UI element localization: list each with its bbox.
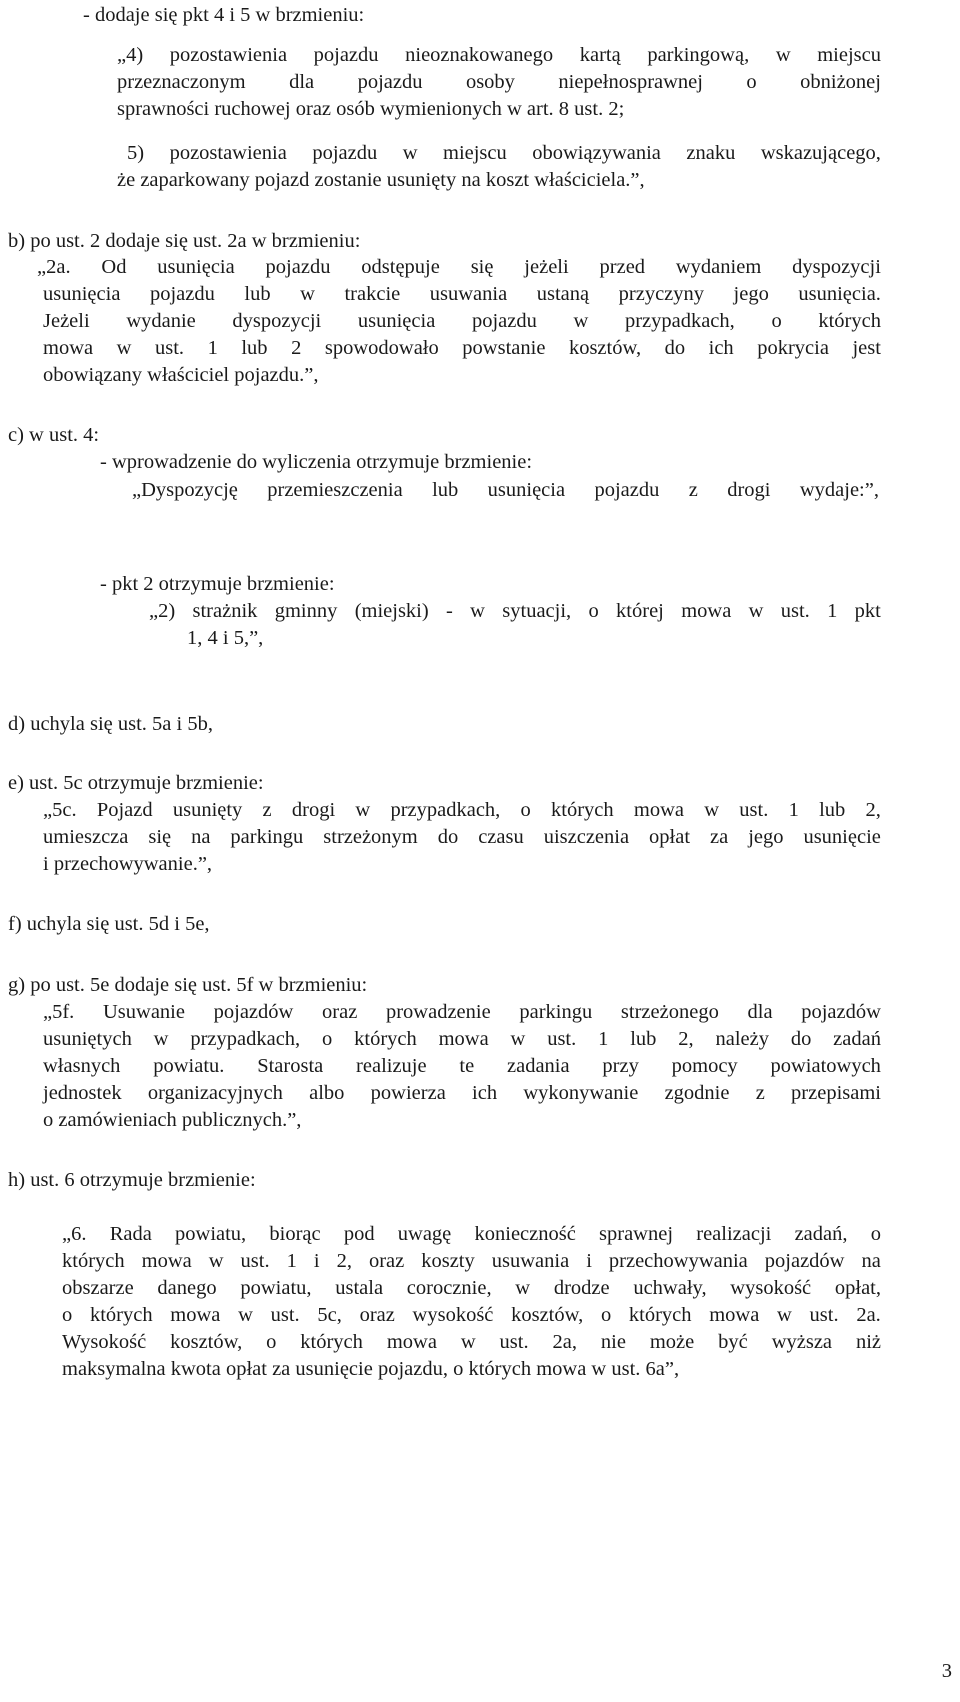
word: może	[649, 1331, 695, 1353]
word: usuwania	[491, 1250, 570, 1272]
g-line-2	[43, 1026, 881, 1052]
word: 2,	[678, 1028, 694, 1050]
word: o	[870, 1223, 881, 1245]
word: których	[551, 799, 614, 821]
word: i	[313, 1250, 320, 1272]
word: 2a,	[552, 1331, 577, 1353]
word: usunięty	[172, 799, 243, 821]
word: pozostawienia	[169, 142, 287, 164]
word: w	[515, 1277, 531, 1299]
word: ich	[472, 1082, 498, 1104]
word: uchwały,	[633, 1277, 707, 1299]
word: ust.	[154, 337, 185, 359]
word: parkingu	[230, 826, 304, 848]
word: ust.	[809, 1304, 839, 1326]
intro-line: - dodaje się pkt 4 i 5 w brzmieniu:	[83, 4, 365, 26]
e-line-2	[43, 824, 881, 850]
word: w	[748, 600, 764, 622]
word: sytuacji,	[502, 600, 572, 622]
word: pkt	[854, 600, 881, 622]
word: w	[238, 1304, 253, 1326]
word: drogi	[727, 479, 771, 501]
word: „2a.	[37, 256, 71, 278]
word: obowiązywania	[532, 142, 661, 164]
word: miejscu	[443, 142, 507, 164]
word: mowa	[681, 600, 732, 622]
word: do	[664, 337, 686, 359]
word: powiatu,	[175, 1223, 247, 1245]
word: umieszcza	[43, 826, 129, 848]
word: danego	[157, 1277, 217, 1299]
p4-line-1	[117, 42, 881, 68]
word: których	[300, 1331, 363, 1353]
word: mowa	[709, 1304, 760, 1326]
word: Wysokość	[62, 1331, 147, 1353]
word: ust.	[499, 1331, 529, 1353]
word: pojazdu	[312, 142, 378, 164]
word: na	[191, 826, 211, 848]
word: w	[355, 799, 371, 821]
word: usunięcia	[43, 283, 121, 305]
word: których	[354, 1028, 417, 1050]
word: własnych	[43, 1055, 121, 1077]
word: lub	[819, 799, 846, 821]
g-line-1	[43, 999, 881, 1025]
h-line-6: maksymalna kwota opłat za usunięcie pojazdu, o których mowa w ust. 6a”,	[62, 1358, 680, 1380]
word: jego	[748, 826, 784, 848]
word: oraz	[368, 1250, 405, 1272]
word: ustala	[335, 1277, 384, 1299]
word: 2,	[865, 799, 881, 821]
word: obniżonej	[800, 71, 881, 93]
word: trakcie	[344, 283, 401, 305]
word: „5f.	[43, 1001, 75, 1023]
word: ust.	[547, 1028, 577, 1050]
c-heading: c) w ust. 4:	[8, 424, 100, 446]
word: sprawnej	[599, 1223, 674, 1245]
word: zadań	[833, 1028, 881, 1050]
word: przypadkach,	[190, 1028, 301, 1050]
word: w	[460, 1331, 476, 1353]
e-line-3: i przechowywanie.”,	[43, 853, 213, 875]
word: odstępuje	[361, 256, 440, 278]
word: kartą	[579, 44, 621, 66]
word: powierza	[370, 1082, 446, 1104]
word: jest	[852, 337, 881, 359]
word: o	[322, 1028, 333, 1050]
word: wysokość	[730, 1277, 812, 1299]
word: powstanie	[462, 337, 546, 359]
word: do	[437, 826, 459, 848]
word: 1	[286, 1250, 297, 1272]
g-line-3	[43, 1053, 881, 1079]
h-line-3	[62, 1275, 881, 1301]
word: z	[755, 1082, 765, 1104]
word: strażnik	[192, 600, 258, 622]
d-line: d) uchyla się ust. 5a i 5b,	[8, 713, 213, 735]
word: przypadkach,	[624, 310, 735, 332]
word: gminny	[274, 600, 338, 622]
word: „2)	[149, 600, 176, 622]
word: „5c.	[43, 799, 77, 821]
word: których	[628, 1304, 692, 1326]
word: której	[616, 600, 664, 622]
word: mowa	[141, 1250, 192, 1272]
word: usuniętych	[43, 1028, 132, 1050]
word: w	[573, 310, 589, 332]
word: koszty	[421, 1250, 475, 1272]
word: pojazdu	[149, 283, 215, 305]
word: uwagę	[397, 1223, 452, 1245]
g-line-4	[43, 1080, 881, 1106]
word: 1	[207, 337, 218, 359]
p5-line-1	[127, 140, 881, 166]
word: o	[266, 1331, 277, 1353]
h-line-2	[62, 1248, 881, 1274]
b-line-3	[43, 308, 881, 334]
word: Rada	[109, 1223, 152, 1245]
word: wyższa	[771, 1331, 833, 1353]
word: powiatowych	[770, 1055, 881, 1077]
word: lub	[241, 337, 268, 359]
word: drodze	[553, 1277, 610, 1299]
word: (miejski)	[354, 600, 429, 622]
word: znaku	[686, 142, 736, 164]
word: przepisami	[791, 1082, 881, 1104]
word: ust.	[270, 1304, 300, 1326]
b-line-2	[43, 281, 881, 307]
b-line-5: obowiązany właściciel pojazdu.”,	[43, 364, 319, 386]
word: lub	[244, 283, 271, 305]
word: przy	[602, 1055, 639, 1077]
word: których	[818, 310, 881, 332]
word: wskazującego,	[760, 142, 881, 164]
word: oraz	[359, 1304, 395, 1326]
page-number: 3	[941, 1660, 952, 1682]
word: 1	[598, 1028, 609, 1050]
b-line-1	[37, 254, 881, 280]
word: dla	[289, 71, 315, 93]
word: pokrycia	[757, 337, 829, 359]
word: usuwania	[429, 283, 508, 305]
word: parkingową,	[647, 44, 750, 66]
h-line-4	[62, 1302, 881, 1328]
word: opłat,	[834, 1277, 881, 1299]
word: realizacji	[696, 1223, 772, 1245]
word: nieoznakowanego	[405, 44, 554, 66]
word: dyspozycji	[792, 256, 881, 278]
h-line-5	[62, 1329, 881, 1355]
word: prowadzenie	[385, 1001, 491, 1023]
word: w	[777, 1304, 792, 1326]
word: drogi	[291, 799, 336, 821]
word: pojazdów	[801, 1001, 881, 1023]
word: Jeżeli	[43, 310, 90, 332]
word: ust.	[739, 799, 769, 821]
word: przechowywania	[608, 1250, 748, 1272]
word: pozostawienia	[169, 44, 288, 66]
word: lub	[630, 1028, 657, 1050]
word: strzeżonego	[620, 1001, 719, 1023]
word: o	[520, 799, 531, 821]
word: za	[710, 826, 729, 848]
word: niż	[855, 1331, 881, 1353]
word: jeżeli	[524, 256, 569, 278]
word: mowa	[438, 1028, 489, 1050]
word: spowodowało	[324, 337, 439, 359]
word: pojazdów	[213, 1001, 294, 1023]
word: te	[459, 1055, 475, 1077]
word: o	[588, 600, 599, 622]
word: powiatu.	[153, 1055, 225, 1077]
word: „Dyspozycję	[132, 479, 238, 501]
word: wydaniem	[675, 256, 762, 278]
word: realizuje	[356, 1055, 427, 1077]
word: parkingu	[519, 1001, 593, 1023]
word: o	[62, 1304, 73, 1326]
word: pojazdu	[471, 310, 537, 332]
word: organizacyjnych	[147, 1082, 283, 1104]
word: przyczyny	[618, 283, 705, 305]
word: 1	[827, 600, 838, 622]
word: o	[771, 310, 782, 332]
word: powiatu,	[240, 1277, 312, 1299]
word: usunięcia	[357, 310, 436, 332]
word: jego	[733, 283, 769, 305]
word: 2	[291, 337, 302, 359]
word: kosztów,	[568, 337, 642, 359]
word: i	[586, 1250, 592, 1272]
c-intro: - wprowadzenie do wyliczenia otrzymuje brzmienie:	[100, 451, 533, 473]
word: o	[746, 71, 757, 93]
word: zgodnie	[664, 1082, 730, 1104]
word: się	[148, 826, 172, 848]
word: ust.	[240, 1250, 270, 1272]
word: dla	[747, 1001, 773, 1023]
word: „6.	[62, 1223, 87, 1245]
word: kosztów,	[170, 1331, 243, 1353]
c-quote	[132, 477, 879, 503]
c-pkt-heading: - pkt 2 otrzymuje brzmienie:	[100, 573, 335, 595]
c-pkt-line-2: 1, 4 i 5,”,	[187, 627, 264, 649]
h-heading: h) ust. 6 otrzymuje brzmienie:	[8, 1169, 256, 1191]
word: pojazdów	[764, 1250, 845, 1272]
word: corocznie,	[406, 1277, 492, 1299]
word: pojazdu	[265, 256, 331, 278]
word: pojazdu	[313, 44, 379, 66]
p4-line-2	[117, 69, 881, 95]
word: Starosta	[257, 1055, 324, 1077]
word: zadania	[507, 1055, 570, 1077]
word: dyspozycji	[232, 310, 322, 332]
word: „4)	[117, 44, 144, 66]
word: usunięcia	[487, 479, 566, 501]
word: usunięcie	[803, 826, 881, 848]
word: pomocy	[671, 1055, 738, 1077]
word: mowa	[43, 337, 94, 359]
word: być	[718, 1331, 748, 1353]
g-heading: g) po ust. 5e dodaje się ust. 5f w brzmieniu:	[8, 974, 368, 996]
word: Pojazd	[96, 799, 153, 821]
word: zadań,	[794, 1223, 848, 1245]
word: wysokość	[412, 1304, 494, 1326]
p5-line-2: że zaparkowany pojazd zostanie usunięty na koszt właściciela.”,	[117, 169, 645, 191]
h-line-1	[62, 1221, 881, 1247]
word: należy	[715, 1028, 769, 1050]
word: pojazdu	[594, 479, 660, 501]
word: o	[600, 1304, 612, 1326]
word: kosztów,	[511, 1304, 584, 1326]
word: Usuwanie	[102, 1001, 185, 1023]
word: wydaje:”,	[799, 479, 879, 501]
word: ust.	[780, 600, 810, 622]
e-heading: e) ust. 5c otrzymuje brzmienie:	[8, 772, 264, 794]
e-line-1	[43, 797, 881, 823]
word: w	[208, 1250, 224, 1272]
word: czasu	[478, 826, 524, 848]
word: albo	[309, 1082, 345, 1104]
word: Od	[101, 256, 127, 278]
c-pkt-line-1	[149, 598, 881, 624]
word: na	[861, 1250, 881, 1272]
word: mowa	[386, 1331, 437, 1353]
word: 2,	[336, 1250, 352, 1272]
word: w	[153, 1028, 169, 1050]
word: których	[89, 1304, 153, 1326]
word: w	[510, 1028, 526, 1050]
word: przypadkach,	[390, 799, 501, 821]
word: wykonywanie	[523, 1082, 639, 1104]
word: jednostek	[43, 1082, 122, 1104]
word: konieczność	[474, 1223, 576, 1245]
word: przemieszczenia	[267, 479, 403, 501]
word: biorąc	[269, 1223, 321, 1245]
word: przeznaczonym	[117, 71, 246, 93]
word: uiszczenia	[543, 826, 630, 848]
word: niepełnosprawnej	[558, 71, 703, 93]
word: z	[688, 479, 698, 501]
b-heading: b) po ust. 2 dodaje się ust. 2a w brzmieniu:	[8, 230, 361, 252]
p4-line-3: sprawności ruchowej oraz osób wymienionych w art. 8 ust. 2;	[117, 98, 625, 120]
word: osoby	[465, 71, 515, 93]
word: wydanie	[126, 310, 196, 332]
word: nie	[600, 1331, 626, 1353]
word: pojazdu	[357, 71, 423, 93]
word: w	[470, 600, 485, 622]
word: usunięcia.	[798, 283, 881, 305]
word: się	[470, 256, 494, 278]
word: obszarze	[62, 1277, 134, 1299]
word: usunięcia	[157, 256, 235, 278]
word: przed	[599, 256, 646, 278]
word: oraz	[322, 1001, 358, 1023]
word: 5)	[127, 142, 145, 164]
word: ustaną	[536, 283, 590, 305]
word: w	[704, 799, 720, 821]
b-line-4	[43, 335, 881, 361]
word: których	[62, 1250, 125, 1272]
word: 2a.	[856, 1304, 881, 1326]
word: z	[262, 799, 272, 821]
g-line-5: o zamówieniach publicznych.”,	[43, 1109, 302, 1131]
word: w	[300, 283, 315, 305]
word: -	[446, 600, 453, 622]
word: w	[116, 337, 132, 359]
word: w	[402, 142, 418, 164]
word: opłat	[649, 826, 691, 848]
word: do	[790, 1028, 812, 1050]
word: strzeżonym	[323, 826, 418, 848]
word: mowa	[170, 1304, 221, 1326]
word: lub	[432, 479, 459, 501]
word: pod	[343, 1223, 375, 1245]
word: 5c,	[317, 1304, 342, 1326]
word: ich	[708, 337, 734, 359]
word: 1	[788, 799, 799, 821]
word: mowa	[633, 799, 684, 821]
f-line: f) uchyla się ust. 5d i 5e,	[8, 913, 210, 935]
word: w	[775, 44, 791, 66]
word: miejscu	[817, 44, 881, 66]
